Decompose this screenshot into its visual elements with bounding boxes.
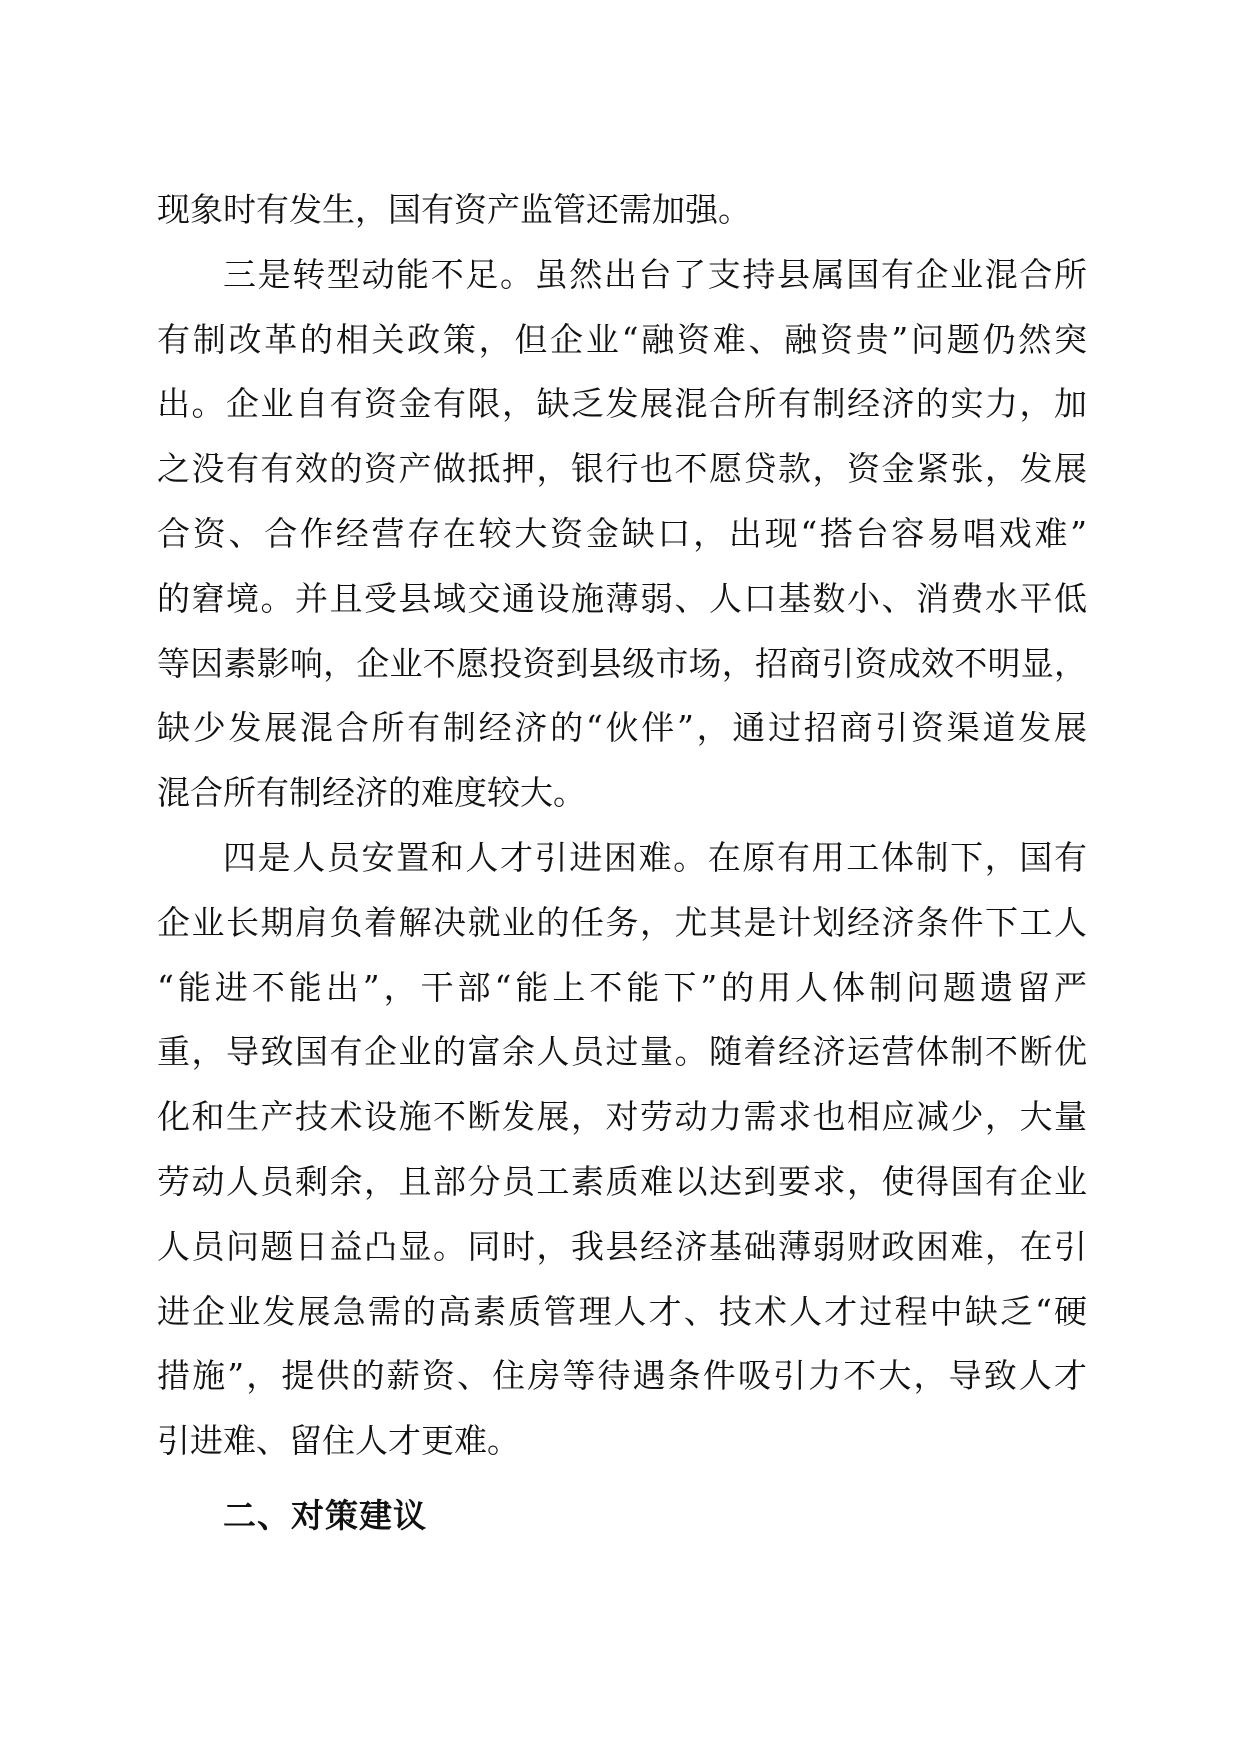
text-line: 化和生产技术设施不断发展，对劳动力需求也相应减少，大量	[157, 1097, 1087, 1137]
paragraph-first-line: 三是转型动能不足。虽然出台了支持县属国有企业混合所	[223, 254, 1087, 294]
text-line: 引进难、留住人才更难。	[157, 1421, 520, 1461]
text-line: 合资、合作经营存在较大资金缺口，出现“搭台容易唱戏难”	[157, 513, 1087, 553]
text-line: 劳动人员剩余，且部分员工素质难以达到要求，使得国有企业	[157, 1161, 1087, 1201]
text-line: 有制改革的相关政策，但企业“融资难、融资贵”问题仍然突	[157, 319, 1087, 359]
text-line: 措施”，提供的薪资、住房等待遇条件吸引力不大，导致人才	[157, 1356, 1087, 1396]
text-line: “能进不能出”，干部“能上不能下”的用人体制问题遗留严	[157, 967, 1087, 1007]
text-line: 人员问题日益凸显。同时，我县经济基础薄弱财政困难，在引	[157, 1226, 1087, 1266]
text-line: 重，导致国有企业的富余人员过量。随着经济运营体制不断优	[157, 1032, 1087, 1072]
text-line: 等因素影响，企业不愿投资到县级市场，招商引资成效不明显，	[157, 643, 1087, 683]
text-line: 现象时有发生，国有资产监管还需加强。	[157, 190, 751, 229]
text-line: 混合所有制经济的难度较大。	[157, 773, 586, 813]
section-heading: 二、对策建议	[223, 1495, 427, 1535]
text-line: 的窘境。并且受县域交通设施薄弱、人口基数小、消费水平低	[157, 578, 1087, 618]
document-body	[157, 178, 1087, 1549]
text-line: 缺少发展混合所有制经济的“伙伴”，通过招商引资渠道发展	[157, 708, 1087, 748]
text-line: 企业长期肩负着解决就业的任务，尤其是计划经济条件下工人	[157, 902, 1087, 942]
text-line: 出。企业自有资金有限，缺乏发展混合所有制经济的实力，加	[157, 384, 1087, 424]
text-line: 之没有有效的资产做抵押，银行也不愿贷款，资金紧张，发展	[157, 449, 1087, 489]
paragraph-first-line: 四是人员安置和人才引进困难。在原有用工体制下，国有	[223, 837, 1087, 877]
text-line: 进企业发展急需的高素质管理人才、技术人才过程中缺乏“硬	[157, 1291, 1087, 1331]
